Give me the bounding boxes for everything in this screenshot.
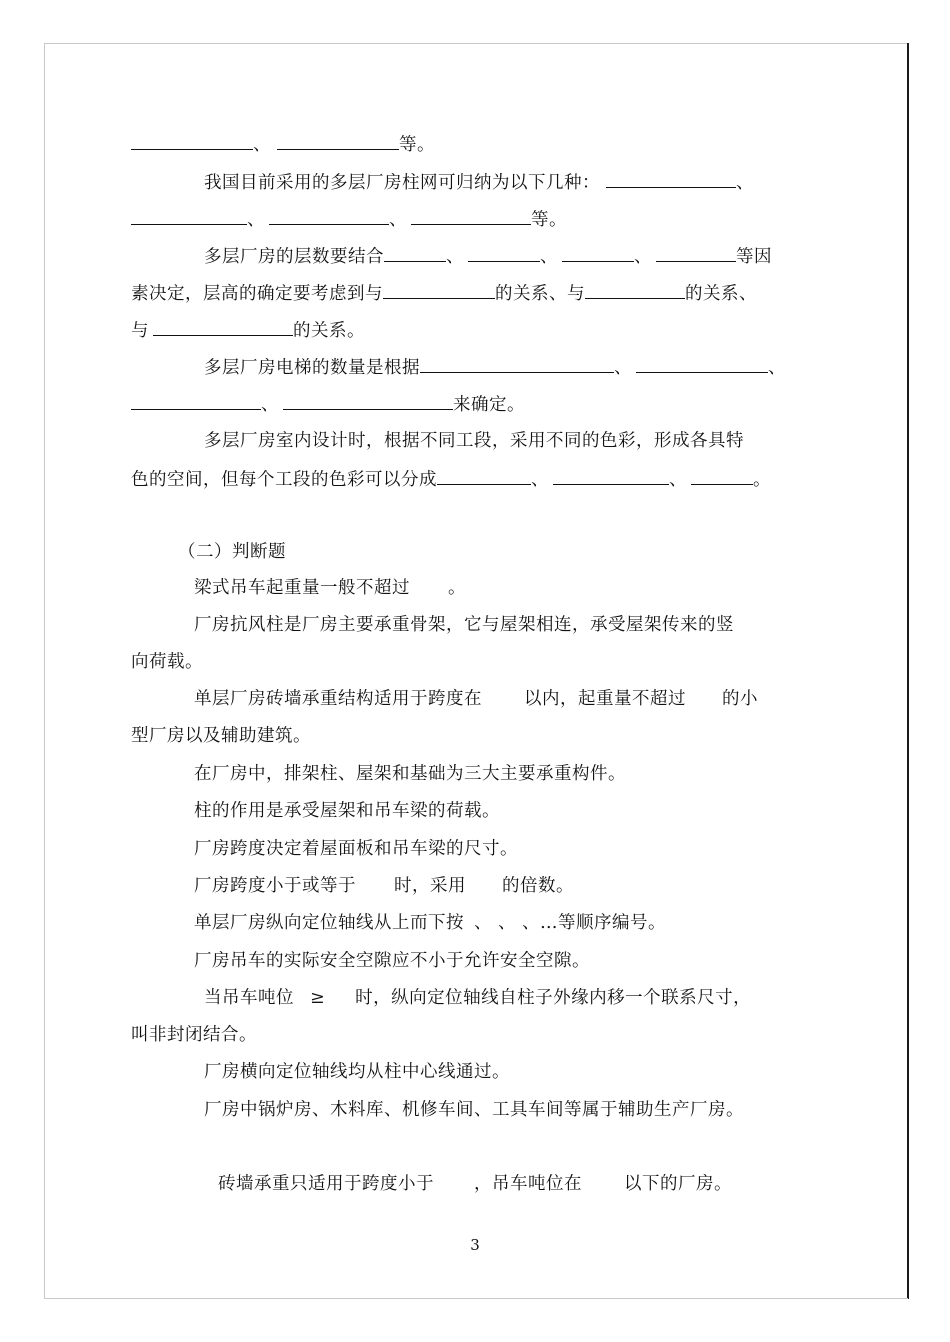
fill-line-1	[131, 132, 435, 156]
answer-blank[interactable]	[585, 281, 685, 299]
separator: 、	[261, 395, 279, 415]
answer-blank[interactable]	[468, 244, 540, 262]
separator: 、	[389, 210, 407, 230]
judge-item-9: 厂房吊车的实际安全空隙应不小于允许安全空隙。	[194, 951, 590, 971]
line-end-text: 等。	[399, 135, 435, 155]
answer-blank[interactable]	[131, 392, 261, 410]
separator: 、	[669, 470, 687, 490]
separator: 、	[634, 247, 652, 267]
judge-item-4: 在厂房中，排架柱、屋架和基础为三大主要承重构件。	[194, 764, 626, 784]
line-end-text: 等因	[736, 247, 772, 267]
answer-blank[interactable]	[691, 467, 753, 485]
fill-line-8	[131, 392, 525, 416]
fill-line-5	[131, 281, 757, 305]
page-border-bottom	[44, 1298, 908, 1299]
question-text: 多层厂房室内设计时，根据不同工段，采用不同的色彩，形成各具特	[204, 431, 744, 451]
question-text: 与	[131, 321, 149, 341]
question-text: 多层厂房的层数要结合	[204, 247, 384, 267]
question-text: 的关系、	[685, 284, 757, 304]
question-text: 我国目前采用的多层厂房柱网可归纳为以下几种：	[204, 173, 600, 193]
fill-line-10	[131, 467, 771, 491]
answer-blank[interactable]	[437, 467, 531, 485]
fill-line-9	[204, 430, 744, 452]
answer-blank[interactable]	[131, 132, 253, 150]
separator: 、	[540, 247, 558, 267]
judge-item-1: 梁式吊车起重量一般不超过 。	[194, 578, 466, 598]
answer-blank[interactable]	[131, 207, 247, 225]
page-border-right	[907, 43, 909, 1299]
judge-item-10: 当吊车吨位 ≥ 时，纵向定位轴线自柱子外缘内移一个联系尺寸，	[204, 988, 752, 1008]
answer-blank[interactable]	[420, 355, 614, 373]
fill-line-7	[204, 355, 786, 379]
answer-blank[interactable]	[153, 318, 293, 336]
judge-item-3-cont: 型厂房以及辅助建筑。	[131, 726, 311, 746]
judge-item-6: 厂房跨度决定着屋面板和吊车梁的尺寸。	[194, 839, 518, 859]
page-border-top	[44, 43, 908, 44]
section-heading: （二）判断题	[178, 542, 286, 562]
judge-item-5: 柱的作用是承受屋架和吊车梁的荷载。	[194, 801, 500, 821]
page-number: 3	[470, 1236, 480, 1254]
separator: 、	[446, 247, 464, 267]
line-end-text: 。	[753, 470, 771, 490]
line-end-text: 的关系。	[293, 321, 365, 341]
separator: 、	[614, 358, 632, 378]
question-text: 多层厂房电梯的数量是根据	[204, 358, 420, 378]
answer-blank[interactable]	[269, 207, 389, 225]
fill-line-4	[204, 244, 772, 268]
judge-item-2: 厂房抗风柱是厂房主要承重骨架，它与屋架相连，承受屋架传来的竖	[194, 615, 734, 635]
judge-item-8: 单层厂房纵向定位轴线从上而下按 、 、 、…等顺序编号。	[194, 913, 666, 933]
line-end-text: 来确定。	[453, 395, 525, 415]
judge-item-3: 单层厂房砖墙承重结构适用于跨度在 以内，起重量不超过 的小	[194, 689, 758, 709]
judge-item-2-cont: 向荷载。	[131, 652, 203, 672]
fill-line-2	[204, 170, 754, 194]
judge-item-13: 砖墙承重只适用于跨度小于 ，吊车吨位在 以下的厂房。	[218, 1174, 732, 1194]
answer-blank[interactable]	[606, 170, 736, 188]
judge-item-7: 厂房跨度小于或等于 时，采用 的倍数。	[194, 876, 574, 896]
answer-blank[interactable]	[656, 244, 736, 262]
line-end-text: 等。	[531, 210, 567, 230]
page-border-left	[44, 43, 45, 1299]
judge-item-11: 厂房横向定位轴线均从柱中心线通过。	[204, 1062, 510, 1082]
answer-blank[interactable]	[636, 355, 768, 373]
separator: 、	[736, 173, 754, 193]
answer-blank[interactable]	[553, 467, 669, 485]
question-text: 的关系、与	[495, 284, 585, 304]
separator: 、	[247, 210, 265, 230]
answer-blank[interactable]	[383, 281, 495, 299]
judge-item-10-cont: 叫非封闭结合。	[131, 1025, 257, 1045]
answer-blank[interactable]	[277, 132, 399, 150]
separator: 、	[253, 135, 271, 155]
answer-blank[interactable]	[283, 392, 453, 410]
separator: 、	[531, 470, 549, 490]
answer-blank[interactable]	[384, 244, 446, 262]
separator: 、	[768, 358, 786, 378]
fill-line-6	[131, 318, 365, 342]
answer-blank[interactable]	[562, 244, 634, 262]
fill-line-3	[131, 207, 567, 231]
question-text: 素决定，层高的确定要考虑到与	[131, 284, 383, 304]
judge-item-12: 厂房中锅炉房、木料库、机修车间、工具车间等属于辅助生产厂房。	[204, 1100, 744, 1120]
answer-blank[interactable]	[411, 207, 531, 225]
question-text: 色的空间，但每个工段的色彩可以分成	[131, 470, 437, 490]
